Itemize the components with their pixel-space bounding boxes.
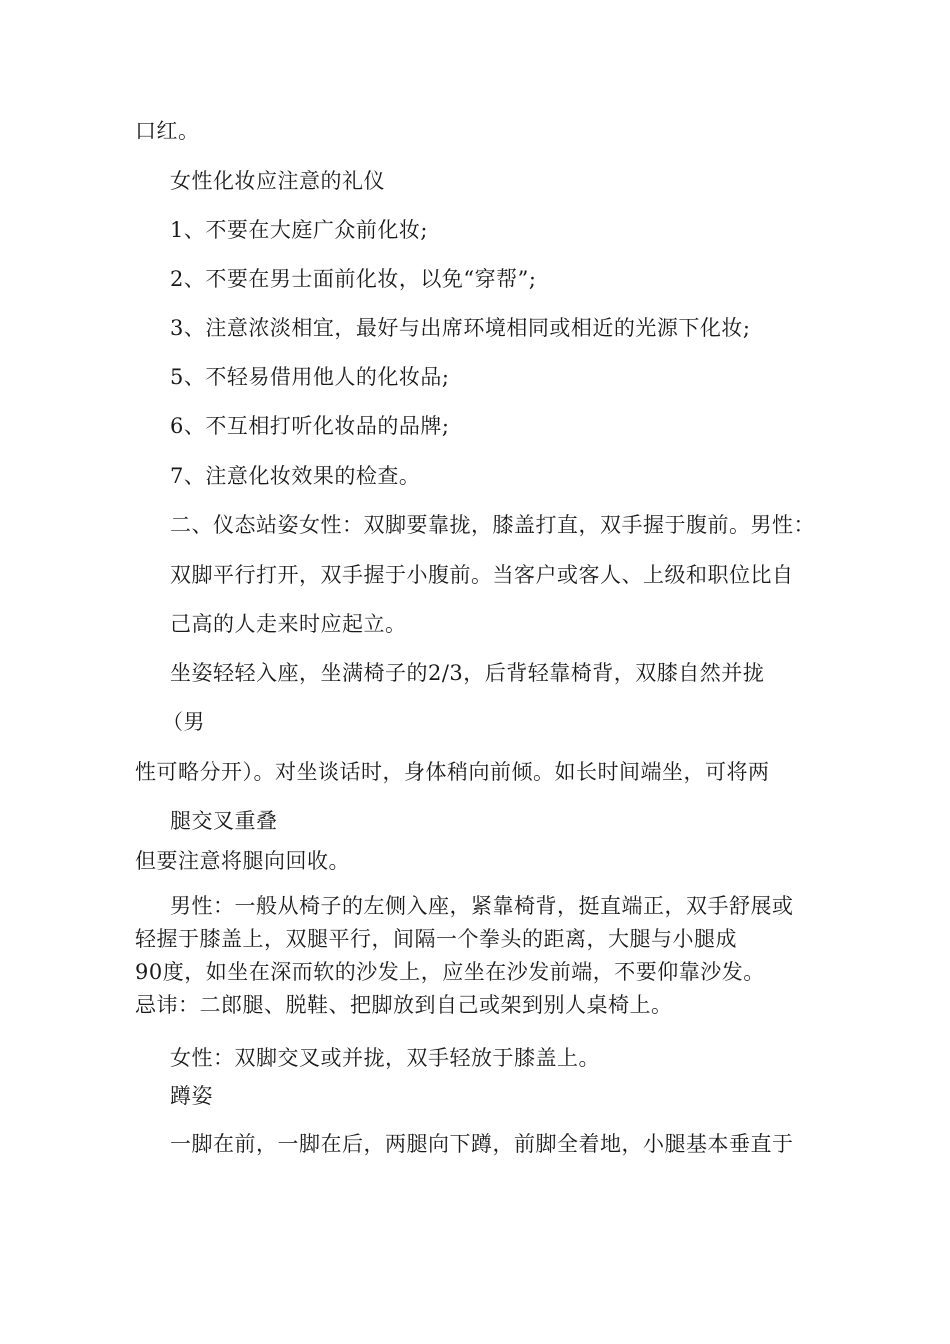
text-line: 但要注意将腿向回收。 <box>135 849 350 873</box>
text-line: 口红。 <box>135 119 200 143</box>
section-heading: 蹲姿 <box>170 1084 213 1108</box>
list-item: 1、不要在大庭广众前化妆; <box>170 218 428 242</box>
text-line: （男 <box>162 710 205 734</box>
list-item: 7、注意化妆效果的检查。 <box>170 464 421 488</box>
list-item: 5、不轻易借用他人的化妆品; <box>170 365 450 389</box>
list-item: 2、不要在男士面前化妆，以免“穿帮”; <box>170 267 537 291</box>
text-line: 90度，如坐在深而软的沙发上，应坐在沙发前端，不要仰靠沙发。 <box>135 960 765 984</box>
text-line: 男性：一般从椅子的左侧入座，紧靠椅背，挺直端正，双手舒展或 <box>170 894 794 918</box>
text-line: 双脚平行打开，双手握于小腹前。当客户或客人、上级和职位比自 <box>170 563 794 587</box>
text-line: 坐姿轻轻入座，坐满椅子的2/3，后背轻靠椅背，双膝自然并拢 <box>170 661 765 685</box>
text-line: 女性：双脚交叉或并拢，双手轻放于膝盖上。 <box>170 1046 600 1070</box>
list-item: 6、不互相打听化妆品的品牌; <box>170 414 450 438</box>
text-line: 轻握于膝盖上，双腿平行，间隔一个拳头的距离，大腿与小腿成 <box>135 927 737 951</box>
text-line: 二、仪态站姿女性：双脚要靠拢，膝盖打直，双手握于腹前。男性： <box>170 513 815 537</box>
text-line: 性可略分开）。对坐谈话时，身体稍向前倾。如长时间端坐，可将两 <box>135 760 770 784</box>
text-line: 忌讳：二郎腿、脱鞋、把脚放到自己或架到别人桌椅上。 <box>135 993 673 1017</box>
section-heading: 女性化妆应注意的礼仪 <box>170 169 385 193</box>
text-line: 己高的人走来时应起立。 <box>170 612 407 636</box>
text-line: 腿交叉重叠 <box>170 809 278 833</box>
text-line: 一脚在前，一脚在后，两腿向下蹲，前脚全着地，小腿基本垂直于 <box>170 1132 794 1156</box>
list-item: 3、注意浓淡相宜，最好与出席环境相同或相近的光源下化妆; <box>170 316 751 340</box>
